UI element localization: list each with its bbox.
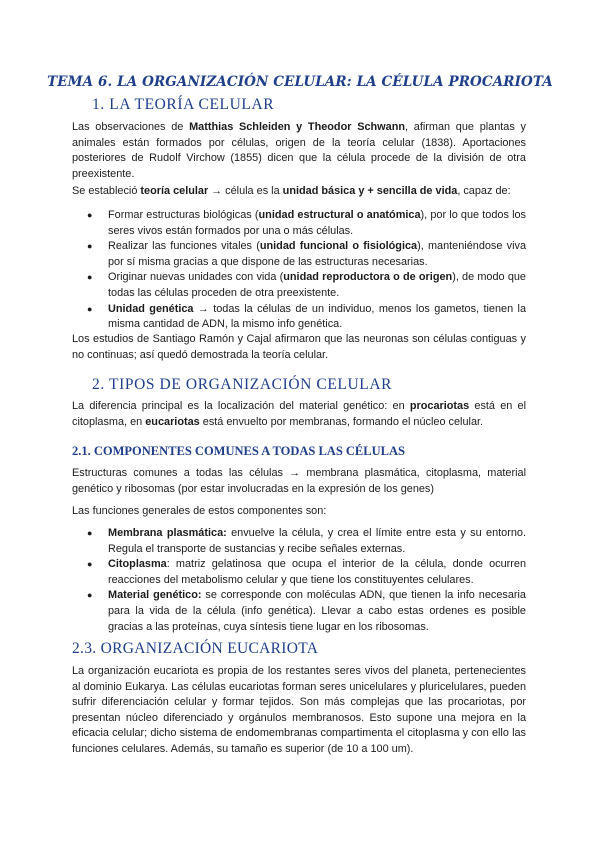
section-1-bullet-list [72, 208, 526, 333]
list-item [72, 208, 526, 239]
bullet-icon: ● [87, 590, 93, 601]
list-item [72, 588, 526, 635]
list-item [72, 526, 526, 557]
bullet-icon: ● [87, 210, 93, 220]
text-span: ), por lo que todos los seres vivos están formados por una o más células. [108, 209, 526, 237]
bold-text: Matthias Schleiden y Theodor Schwann [189, 121, 406, 133]
text-span: Se estableció [72, 185, 141, 197]
section-2-3-heading: 2.3. ORGANIZACIÓN EUCARIOTA [72, 640, 319, 657]
text-span: , afirman que plantas y animales están formados por células, origen de la teoría celular (1838). Aportaciones posteriores de Rudolf Virchow (1855) dicen que la célula procede de la división de otra preexistente. [72, 121, 526, 180]
bold-text: teoría celular [140, 185, 209, 197]
text-span: : matriz gelatinosa que ocupa el interior de la célula, donde ocurren reacciones del metabolismo celular y que tiene los constituyentes celulares. [108, 558, 526, 586]
bold-text: eucariotas [145, 415, 200, 428]
section-2-heading: 2. TIPOS DE ORGANIZACIÓN CELULAR [92, 376, 393, 393]
document-title: TEMA 6. LA ORGANIZACIÓN CELULAR: LA CÉLULA PROCARIOTA [47, 74, 553, 90]
text-span: La diferencia principal es la localización del material genético: en [72, 400, 410, 412]
bold-text: Unidad genética [108, 302, 194, 315]
text-span: ), de modo que todas las células proceden de otra preexistente. [108, 271, 526, 299]
text-span: envuelve la célula, y crea el límite entre esta y su entorno. Regula el transporte de sustancias y recibe señales externas. [108, 527, 526, 555]
bullet-icon: ● [87, 272, 93, 283]
section-2-1-heading: 2.1. COMPONENTES COMUNES A TODAS LAS CÉLULAS [72, 444, 405, 458]
section-2-1-paragraph-1: Estructuras comunes a todas las células → membrana plasmática, citoplasma, material genético y ribosomas (por estar involucradas en la expresión de los genes) [72, 467, 526, 495]
bold-text: unidad reproductora o de origen [283, 271, 453, 284]
text-span: ), manteniéndose viva por sí misma gracias a que dispone de las estructuras necesarias. [108, 240, 527, 268]
bold-text: Membrana plasmática: [108, 527, 227, 539]
list-item [72, 270, 526, 301]
bullet-icon: ● [87, 241, 93, 252]
text-span: Realizar las funciones vitales ( [108, 240, 260, 253]
bullet-icon: ● [87, 303, 93, 314]
text-span: se corresponde con moléculas ADN, que tienen la info necesaria para la vida de la célula (info genética). Llevar a cabo estas ordenes es posible gracias a las proteínas, cuya síntesis tiene lugar en los ribosomas. [108, 589, 526, 633]
list-item [72, 557, 526, 588]
bold-text: procariotas [409, 400, 470, 412]
section-1-paragraph-1 [72, 120, 526, 182]
bold-text: unidad funcional o fisiológica [259, 240, 418, 253]
list-item [72, 302, 526, 333]
section-1-paragraph-2 [72, 184, 526, 200]
section-2-paragraph-1 [72, 399, 526, 430]
bold-text: unidad básica y + sencilla de vida [282, 185, 458, 197]
bullet-icon: ● [87, 559, 93, 570]
text-span: Formar estructuras biológicas ( [108, 209, 259, 221]
bold-text: Citoplasma [108, 558, 167, 571]
section-2-3-paragraph-1: La organización eucariota es propia de los restantes seres vivos del planeta, pertenecientes al dominio Eukarya. Las células eucariotas forman seres unicelulares y pluricelulares, pueden sufrir diferenciación celular y formar tejidos. Son más complejas que las procariotas, por presentan núcleo diferenciado y orgánulos membranosos. Esto supone una mejora en la eficacia celular; dicho sistema de endomembranas compartimenta el citoplasma y con ello las funciones celulares. Además, su tamaño es superior (de 10 a 100 um). [72, 665, 526, 755]
text-span: Originar nuevas unidades con vida ( [108, 271, 284, 284]
text-span: , capaz de: [457, 185, 511, 197]
bullet-icon: ● [87, 528, 93, 538]
text-span: → célula es la [208, 185, 283, 197]
text-span: Las observaciones de [72, 121, 190, 133]
section-2-1-bullet-list [72, 526, 526, 635]
section-1-heading: 1. LA TEORÍA CELULAR [92, 96, 275, 113]
list-item [72, 239, 526, 270]
section-2-1-paragraph-2: Las funciones generales de estos componentes son: [72, 505, 327, 517]
bold-text: unidad estructural o anatómica [258, 209, 421, 221]
text-span: está envuelto por membranas, formando el núcleo celular. [199, 415, 484, 428]
text-span: está en el citoplasma, en [72, 400, 526, 428]
section-1-paragraph-3: Los estudios de Santiago Ramón y Cajal afirmaron que las neuronas son células contiguas y no continuas; así quedó demostrada la teoría celular. [72, 333, 526, 361]
bold-text: Material genético: [108, 589, 202, 602]
text-span: → todas la células de un individuo, menos los gametos, tienen la misma cantidad de ADN, la mismo info genética. [108, 302, 527, 331]
